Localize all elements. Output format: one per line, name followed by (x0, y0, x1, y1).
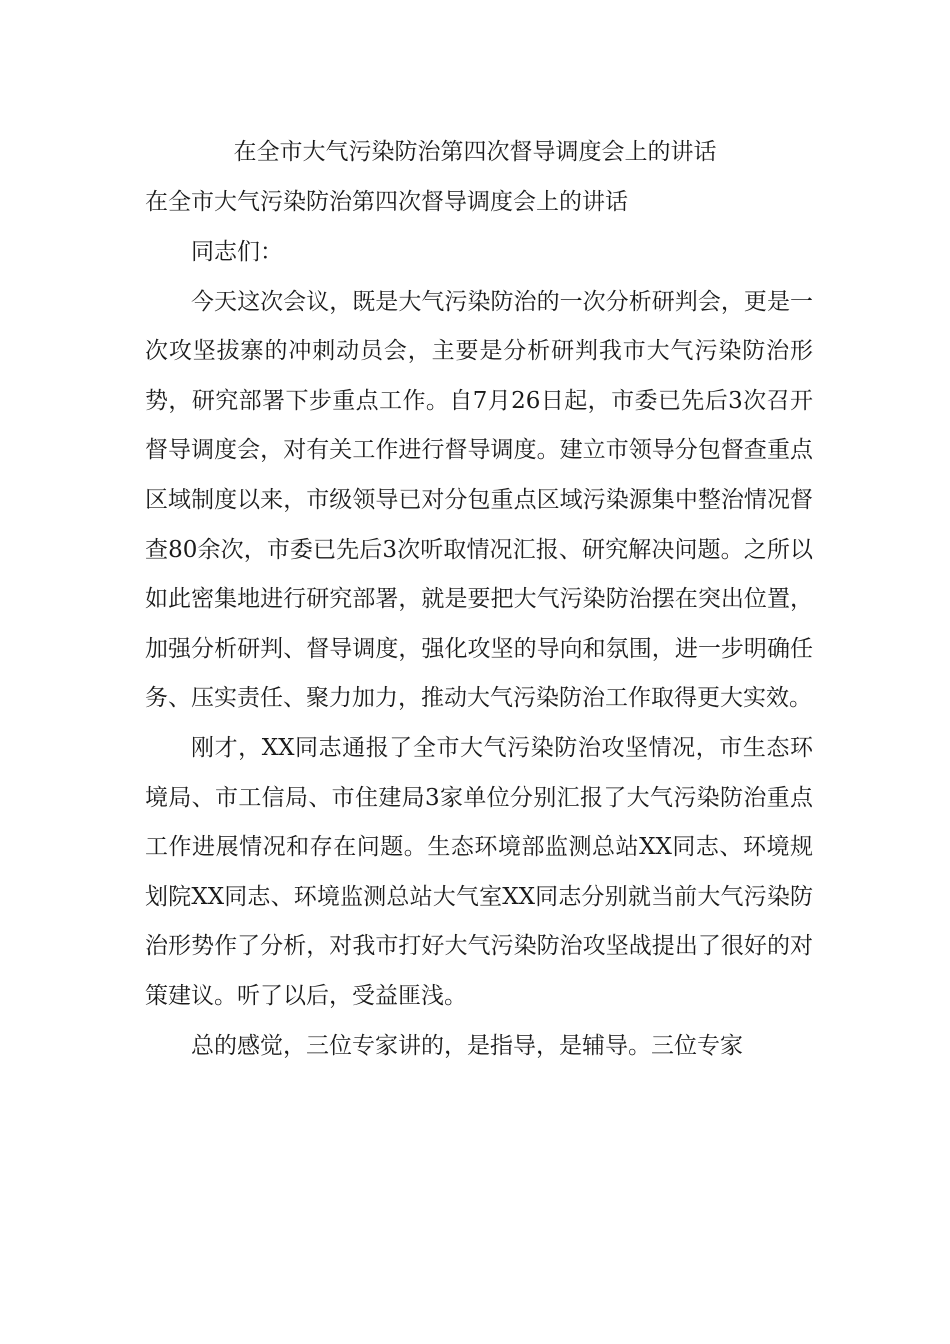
salutation: 同志们： (191, 239, 283, 265)
paragraph: 刚才，XX同志通报了全市大气污染防治攻坚情况，市生态环境局、市工信局、市住建局3家单位分别汇报了大气污染防治重点工作进展情况和存在问题。生态环境部监测总站XX同志、环境规划院XX同志、环境监测总站大气室XX同志分别就当前大气污染防治形势作了分析，对我市打好大气污染防治攻坚战提出了很好的对策建议。听了以后，受益匪浅。 (145, 734, 813, 1009)
document-title: 在全市大气污染防治第四次督导调度会上的讲话 (233, 139, 717, 165)
document-body (145, 228, 813, 1071)
document-subtitle: 在全市大气污染防治第四次督导调度会上的讲话 (145, 189, 628, 215)
paragraph: 今天这次会议，既是大气污染防治的一次分析研判会，更是一次攻坚拔寨的冲刺动员会，主要是分析研判我市大气污染防治形势，研究部署下步重点工作。自7月26日起，市委已先后3次召开督导调度会，对有关工作进行督导调度。建立市领导分包督查重点区域制度以来，市级领导已对分包重点区域污染源集中整治情况督查80余次，市委已先后3次听取情况汇报、研究解决问题。之所以如此密集地进行研究部署，就是要把大气污染防治摆在突出位置，加强分析研判、督导调度，强化攻坚的导向和氛围，进一步明确任务、压实责任、聚力加力，推动大气污染防治工作取得更大实效。 (145, 288, 813, 712)
paragraph: 总的感觉，三位专家讲的，是指导，是辅导。三位专家 (191, 1032, 743, 1059)
